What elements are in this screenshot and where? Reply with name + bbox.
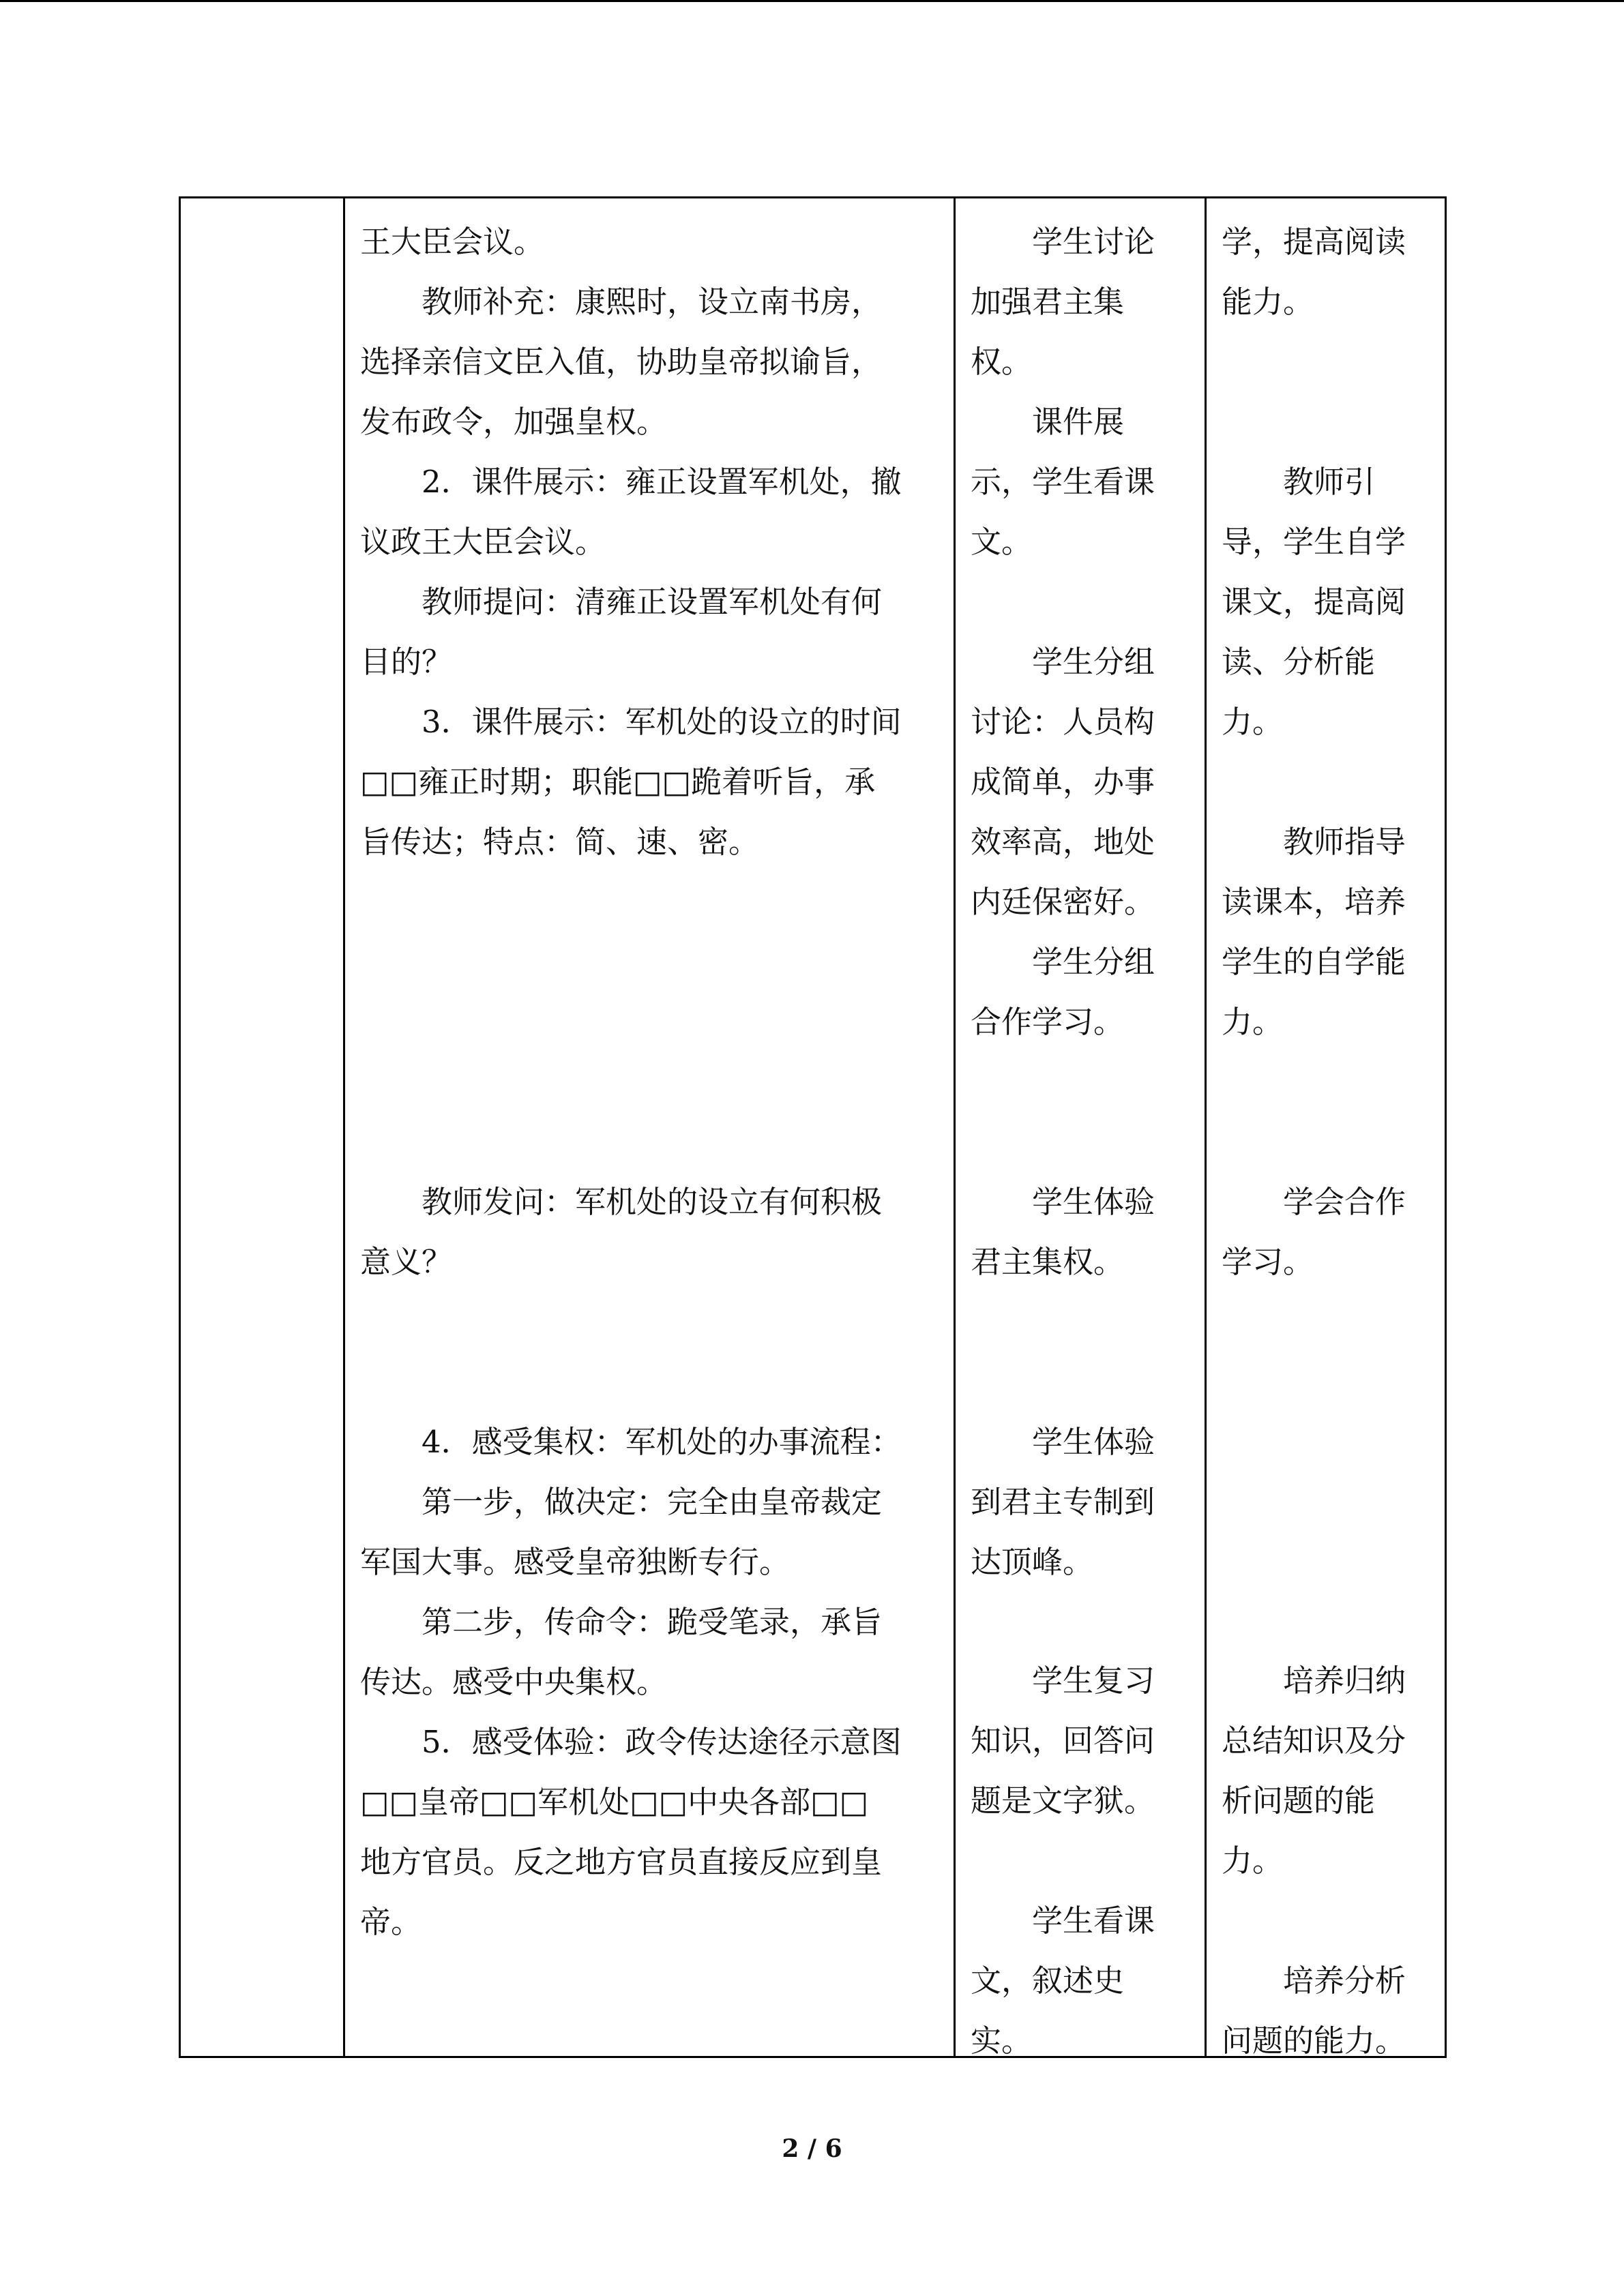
lesson-plan-table bbox=[179, 196, 1447, 2058]
student-activity-block-3: 学生体验 君主集权。 bbox=[971, 1184, 1155, 1280]
teacher-activity-block-1: 王大臣会议。 教师补充：康熙时，设立南书房， 选择亲信文臣入值，协助皇帝拟谕旨， 发布政令，加强皇权。 2．课件展示：雍正设置军机处，撤 议政王大臣会议。 教师提问：清雍正设置军机处有何 目的？ 3．课件展示：军机处的设立的时间 □□雍正时期；职能□□跪着听旨，承 旨传达；特点：简、速、密。 bbox=[360, 224, 902, 860]
page-number: 2 / 6 bbox=[782, 2134, 842, 2163]
design-intent-block-1: 学，提高阅读 能力。 bbox=[1222, 224, 1406, 320]
page-top-rule bbox=[0, 0, 1624, 2]
design-intent-block-5: 培养归纳 总结知识及分 析问题的能 力。 bbox=[1222, 1663, 1406, 1879]
student-activity-block-5: 学生复习 知识，回答问 题是文字狱。 bbox=[971, 1663, 1155, 1819]
teacher-activity-block-3: 4．感受集权：军机处的办事流程： 第一步，做决定：完全由皇帝裁定 军国大事。感受皇帝独断专行。 第二步，传命令：跪受笔录，承旨 传达。感受中央集权。 5．感受体验：政令传达途径示意图 □□皇帝□□军机处□□中央各部□□ 地方官员。反之地方官员直接反应到皇 帝。 bbox=[360, 1424, 902, 1940]
teacher-activity-block-2: 教师发问：军机处的设立有何积极 意义？ bbox=[360, 1184, 883, 1280]
design-intent-block-6: 培养分析 问题的能力。 bbox=[1222, 1963, 1406, 2059]
student-activity-block-6: 学生看课 文，叙述史 实。 bbox=[971, 1903, 1155, 2059]
student-activity-block-1: 学生讨论 加强君主集 权。 课件展 示，学生看课 文。 bbox=[971, 224, 1155, 560]
design-intent-block-2: 教师引 导，学生自学 课文，提高阅 读、分析能 力。 bbox=[1222, 464, 1406, 740]
design-intent-block-4: 学会合作 学习。 bbox=[1222, 1184, 1406, 1280]
table-column-teacher-activity bbox=[345, 198, 956, 2056]
student-activity-block-2: 学生分组 讨论：人员构 成简单，办事 效率高，地处 内廷保密好。 学生分组 合作学习。 bbox=[971, 644, 1155, 1040]
table-column-section bbox=[181, 198, 345, 2056]
student-activity-block-4: 学生体验 到君主专制到 达顶峰。 bbox=[971, 1424, 1155, 1580]
table-column-student-activity bbox=[956, 198, 1207, 2059]
table-column-design-intent bbox=[1207, 198, 1445, 2059]
design-intent-block-3: 教师指导 读课本，培养 学生的自学能 力。 bbox=[1222, 824, 1406, 1040]
